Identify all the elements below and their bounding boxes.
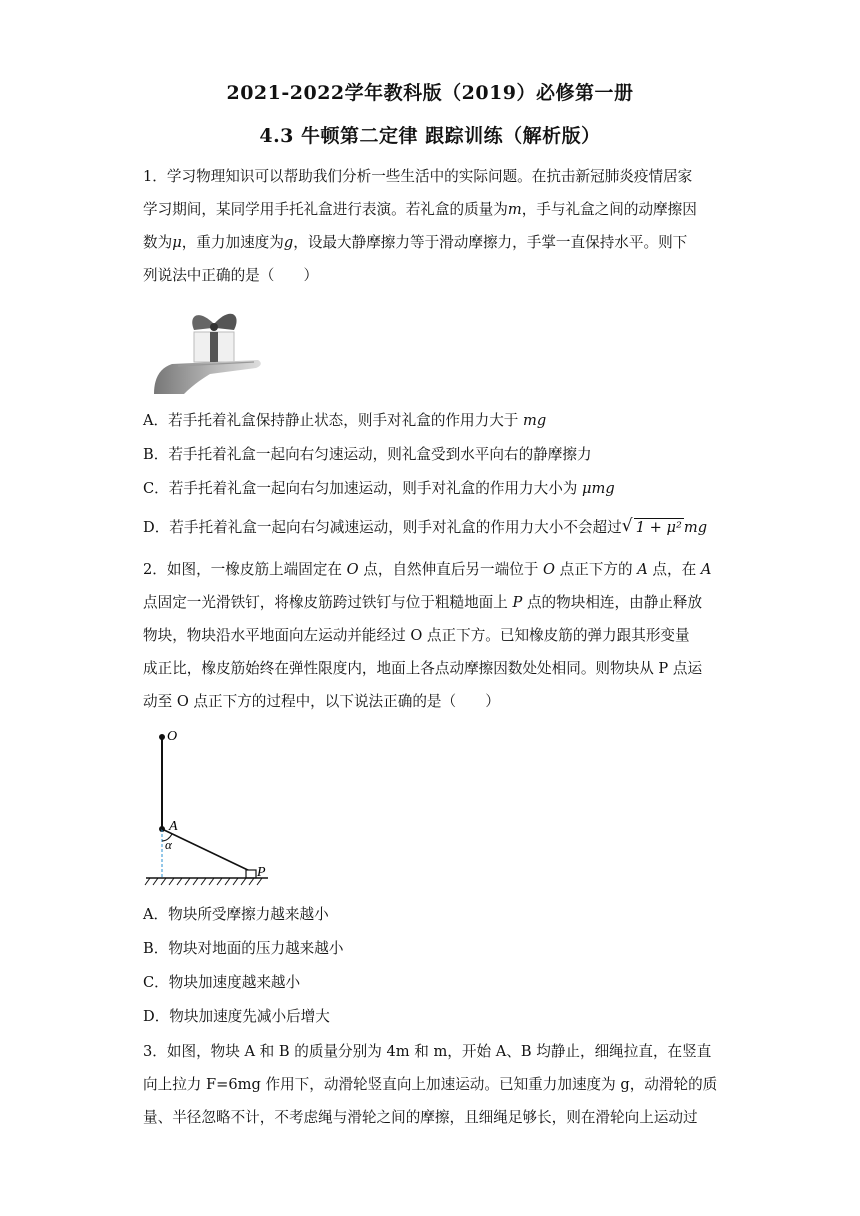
q2-option-c: C．物块加速度越来越小 (143, 974, 301, 991)
q2-option-b: B．物块对地面的压力越来越小 (143, 940, 344, 957)
gift-box-hand-figure (150, 302, 265, 395)
label-p: P (257, 865, 266, 880)
q1-option-a-text: A．若手托着礼盒保持静止状态，则手对礼盒的作用力大于 (143, 412, 524, 429)
block-p (246, 870, 256, 878)
q2-option-a: A．物块所受摩擦力越来越小 (143, 906, 329, 923)
label-alpha: α (165, 837, 172, 852)
q2-line1 (143, 553, 723, 586)
q1-line2 (143, 193, 723, 226)
q3-line2: 向上拉力 F=6mg 作用下，动滑轮竖直向上加速运动。已知重力加速度为 g，动滑轮的质 (143, 1076, 718, 1093)
q1-option-d-text: D．若手托着礼盒一起向右匀减速运动，则手对礼盒的作用力大小不会超过 (143, 519, 622, 536)
ground-hatching (145, 878, 262, 885)
document-title-line2: 4.3 牛顿第二定律 跟踪训练（解析版） (259, 125, 601, 147)
q1-var-mu: μ (172, 234, 182, 251)
q2-line2 (143, 586, 723, 619)
q1-option-c-text: C．若手托着礼盒一起向右匀加速运动，则手对礼盒的作用力大小为 (143, 480, 583, 497)
document-title-line1: 2021-2022学年教科版（2019）必修第一册 (226, 82, 634, 104)
q1-text: 数为 (143, 234, 173, 251)
q3-line1: 3．如图，物块 A 和 B 的质量分别为 4m 和 m，开始 A、B 均静止，细绳拉直，在竖直 (143, 1043, 712, 1060)
q2-point-a: A (637, 561, 648, 578)
q2-point-o: O (346, 561, 359, 578)
q2-text: 点，在 (647, 561, 701, 578)
q1-line4: 列说法中正确的是（ ） (143, 267, 319, 284)
q3-line3: 量、半径忽略不计，不考虑绳与滑轮之间的摩擦，且细绳足够长，则在滑轮向上运动过 (143, 1109, 698, 1126)
q2-text: 点，自然伸直后另一端位于 (358, 561, 544, 578)
q2-text: 点的物块相连，由静止释放 (522, 594, 703, 611)
label-a: A (169, 819, 178, 834)
q1-line1: 1．学习物理知识可以帮助我们分析一些生活中的实际问题。在抗击新冠肺炎疫情居家 (143, 168, 693, 185)
q1-option-d (143, 518, 743, 538)
q1-text: ，设最大静摩擦力等于滑动摩擦力，手掌一直保持水平。则下 (293, 234, 688, 251)
q1-line3 (143, 226, 723, 259)
label-o: O (167, 729, 178, 744)
rubber-band-diagonal (162, 829, 252, 872)
q2-line4: 成正比，橡皮筋始终在弹性限度内，地面上各点动摩擦因数处处相同。则物块从 P 点运 (143, 660, 703, 677)
rubber-band-diagram (140, 725, 280, 890)
q1-option-d-radicand: 1 + μ² (635, 519, 682, 536)
q1-text: ，手与礼盒之间的动摩擦因 (521, 201, 697, 218)
q1-option-c (143, 479, 743, 499)
q2-line3: 物块，物块沿水平地面向左运动并能经过 O 点正下方。已知橡皮筋的弹力跟其形变量 (143, 627, 690, 644)
q2-text: 点正下方的 (555, 561, 638, 578)
q1-option-b: B．若手托着礼盒一起向右匀速运动，则礼盒受到水平向右的静摩擦力 (143, 446, 592, 463)
q2-text: 2．如图，一橡皮筋上端固定在 (143, 561, 347, 578)
q1-text: ，重力加速度为 (181, 234, 284, 251)
q2-line5: 动至 O 点正下方的过程中，以下说法正确的是（ ） (143, 693, 500, 710)
q1-option-a (143, 411, 743, 431)
q1-var-g: g (283, 234, 294, 251)
q2-point-o: O (543, 561, 555, 578)
q1-option-d-mg: mg (683, 519, 708, 536)
q2-point-p: P (512, 594, 523, 611)
q2-point-a: A (700, 561, 712, 578)
q2-text: 点固定一光滑铁钉，将橡皮筋跨过铁钉与位于粗糙地面上 (143, 594, 513, 611)
q2-option-d: D．物块加速度先减小后增大 (143, 1008, 330, 1025)
q1-option-d-sqrt: √ 1 + μ² (621, 516, 682, 536)
q1-option-c-math: μmg (582, 480, 615, 497)
q1-text: 学习期间，某同学用手托礼盒进行表演。若礼盒的质量为 (143, 201, 508, 218)
q1-option-a-math: mg (523, 412, 547, 429)
point-o-dot (159, 734, 165, 740)
q1-var-m: m (507, 201, 522, 218)
